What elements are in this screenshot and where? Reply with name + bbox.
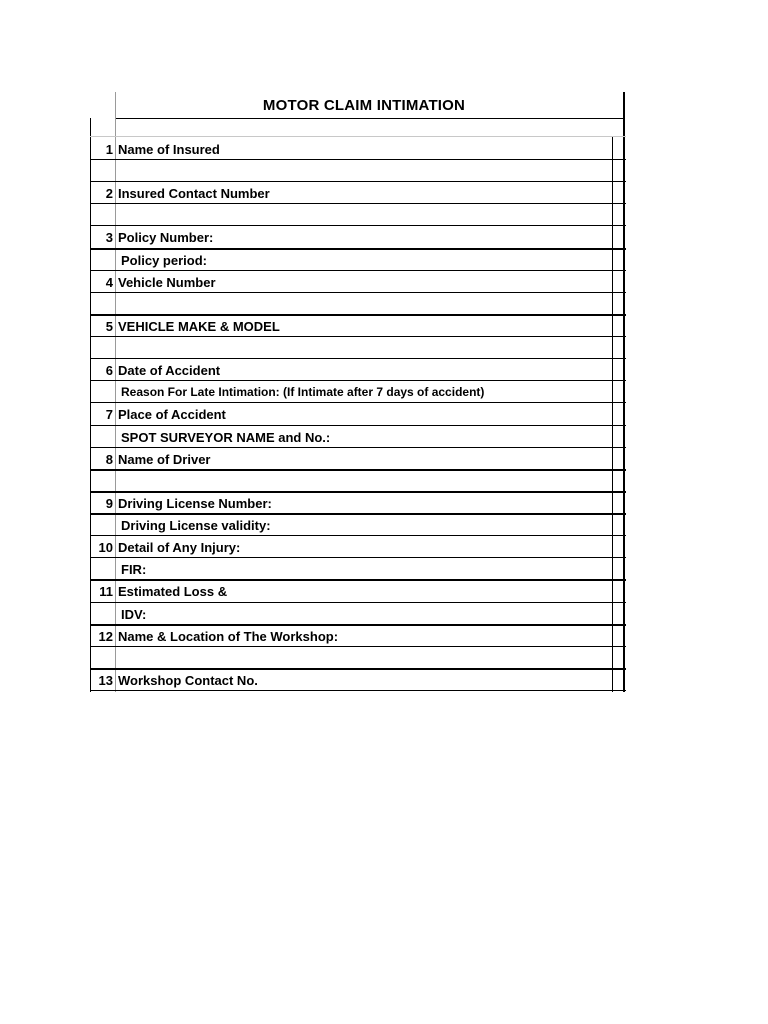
field-label: VEHICLE MAKE & MODEL [118,318,280,334]
row-divider [90,624,626,626]
claim-form-table [90,92,626,692]
row-number: 10 [98,540,113,556]
row-divider [90,270,626,271]
row-number: 9 [105,495,113,511]
row-divider [90,248,626,250]
row-number: 8 [105,451,113,467]
field-label: Policy Number: [118,230,214,246]
title-underline [116,118,625,119]
row-divider [90,579,626,581]
row-number: 1 [105,142,113,157]
row-divider [90,535,626,536]
field-label: Workshop Contact No. [118,672,258,688]
row-divider [90,358,626,359]
field-label: IDV: [121,606,147,622]
form-title: MOTOR CLAIM INTIMATION [262,96,466,114]
row-divider [90,513,626,515]
row-divider [90,203,626,204]
gridline [90,136,626,137]
field-label: Name of Insured [118,142,220,157]
row-divider [90,402,626,403]
field-label: Reason For Late Intimation: (If Intimate after 7 days of accident) [121,385,485,400]
row-divider [90,181,626,182]
field-label: Detail of Any Injury: [118,540,241,556]
field-label: Date of Accident [118,363,221,379]
row-number: 3 [105,230,113,246]
row-number: 12 [98,628,113,644]
row-divider [90,557,626,558]
field-label: Estimated Loss & [118,584,228,600]
row-divider [90,646,626,647]
field-label: SPOT SURVEYOR NAME and No.: [121,429,331,445]
row-divider [90,469,626,471]
field-label: Name & Location of The Workshop: [118,628,339,644]
row-number: 2 [105,186,113,202]
row-divider [90,225,626,226]
row-divider [90,425,626,426]
field-label: Vehicle Number [118,274,216,290]
row-divider [90,159,626,160]
row-number: 6 [105,363,113,379]
row-divider [90,380,626,381]
row-number: 5 [105,318,113,334]
row-number: 13 [98,672,113,688]
row-number: 7 [105,407,113,423]
field-label: Place of Accident [118,407,226,423]
field-label: Name of Driver [118,451,211,467]
row-divider [90,292,626,293]
field-label: Insured Contact Number [118,186,270,202]
row-divider [90,602,626,603]
row-divider [90,447,626,448]
row-divider [90,690,626,691]
right-inner-border [612,136,613,692]
row-number: 11 [99,584,113,600]
field-label: Driving License Number: [118,495,272,511]
row-divider [90,336,626,337]
row-divider [90,314,626,316]
row-divider [90,668,626,670]
field-label: Driving License validity: [121,518,271,534]
row-divider [90,491,626,493]
field-label: Policy period: [121,252,207,268]
row-number: 4 [105,274,113,290]
field-label: FIR: [121,562,147,578]
